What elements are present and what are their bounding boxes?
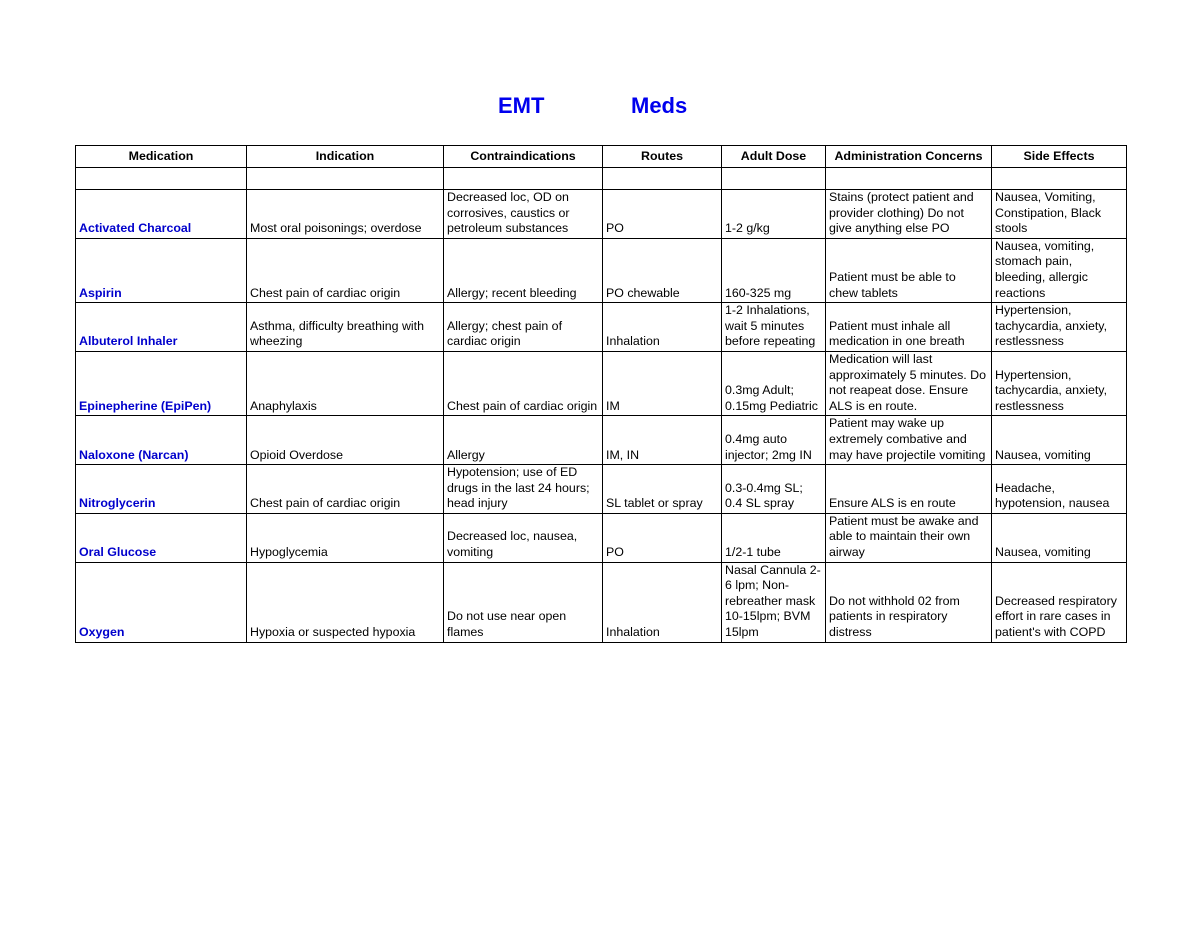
- routes-cell: PO chewable: [603, 238, 722, 302]
- contraindications-cell: Decreased loc, nausea, vomiting: [444, 513, 603, 562]
- dose-cell: 1-2 Inhalations, wait 5 minutes before repeating: [722, 303, 826, 352]
- page-title: [0, 93, 1200, 123]
- concerns-cell: Do not withhold 02 from patients in respiratory distress: [826, 562, 992, 642]
- side-effects-cell: Nausea, vomiting: [992, 513, 1127, 562]
- routes-cell: IM: [603, 351, 722, 415]
- table-row: [76, 238, 1127, 302]
- routes-cell: PO: [603, 190, 722, 239]
- empty-cell: [247, 168, 444, 190]
- concerns-cell: Patient must be able to chew tablets: [826, 238, 992, 302]
- routes-cell: Inhalation: [603, 562, 722, 642]
- medication-name: Albuterol Inhaler: [76, 303, 247, 352]
- dose-cell: 1/2-1 tube: [722, 513, 826, 562]
- empty-cell: [444, 168, 603, 190]
- contraindications-cell: Hypotension; use of ED drugs in the last 24 hours; head injury: [444, 465, 603, 514]
- indication-cell: Anaphylaxis: [247, 351, 444, 415]
- empty-cell: [826, 168, 992, 190]
- col-header-routes: Routes: [603, 146, 722, 168]
- side-effects-cell: Nausea, vomiting, stomach pain, bleeding, allergic reactions: [992, 238, 1127, 302]
- concerns-cell: Patient must be awake and able to maintain their own airway: [826, 513, 992, 562]
- table-row: [76, 416, 1127, 465]
- medication-name: Epinepherine (EpiPen): [76, 351, 247, 415]
- medication-name: Aspirin: [76, 238, 247, 302]
- table-row: [76, 303, 1127, 352]
- title-meds: Meds: [631, 93, 688, 118]
- col-header-administration-concerns: Administration Concerns: [826, 146, 992, 168]
- concerns-cell: Ensure ALS is en route: [826, 465, 992, 514]
- dose-cell: 1-2 g/kg: [722, 190, 826, 239]
- col-header-contraindications: Contraindications: [444, 146, 603, 168]
- empty-cell: [603, 168, 722, 190]
- indication-cell: Most oral poisonings; overdose: [247, 190, 444, 239]
- empty-cell: [722, 168, 826, 190]
- table-row: [76, 190, 1127, 239]
- header-row: [76, 146, 1127, 168]
- dose-cell: Nasal Cannula 2-6 lpm; Non-rebreather mask 10-15lpm; BVM 15lpm: [722, 562, 826, 642]
- empty-cell: [992, 168, 1127, 190]
- contraindications-cell: Do not use near open flames: [444, 562, 603, 642]
- side-effects-cell: Nausea, vomiting: [992, 416, 1127, 465]
- routes-cell: SL tablet or spray: [603, 465, 722, 514]
- indication-cell: Asthma, difficulty breathing with wheezing: [247, 303, 444, 352]
- dose-cell: 0.3-0.4mg SL; 0.4 SL spray: [722, 465, 826, 514]
- concerns-cell: Stains (protect patient and provider clothing) Do not give anything else PO: [826, 190, 992, 239]
- table-row: [76, 513, 1127, 562]
- side-effects-cell: Nausea, Vomiting, Constipation, Black stools: [992, 190, 1127, 239]
- routes-cell: PO: [603, 513, 722, 562]
- medication-name: Activated Charcoal: [76, 190, 247, 239]
- table-row: [76, 465, 1127, 514]
- concerns-cell: Patient must inhale all medication in one breath: [826, 303, 992, 352]
- routes-cell: Inhalation: [603, 303, 722, 352]
- medication-name: Oxygen: [76, 562, 247, 642]
- side-effects-cell: Decreased respiratory effort in rare cases in patient's with COPD: [992, 562, 1127, 642]
- contraindications-cell: Allergy; chest pain of cardiac origin: [444, 303, 603, 352]
- indication-cell: Opioid Overdose: [247, 416, 444, 465]
- col-header-side-effects: Side Effects: [992, 146, 1127, 168]
- table-row: [76, 351, 1127, 415]
- contraindications-cell: Decreased loc, OD on corrosives, caustics or petroleum substances: [444, 190, 603, 239]
- col-header-adult-dose: Adult Dose: [722, 146, 826, 168]
- indication-cell: Chest pain of cardiac origin: [247, 238, 444, 302]
- medication-name: Naloxone (Narcan): [76, 416, 247, 465]
- dose-cell: 0.4mg auto injector; 2mg IN: [722, 416, 826, 465]
- table-row: [76, 562, 1127, 642]
- meds-table: [75, 145, 1127, 643]
- col-header-medication: Medication: [76, 146, 247, 168]
- contraindications-cell: Chest pain of cardiac origin: [444, 351, 603, 415]
- routes-cell: IM, IN: [603, 416, 722, 465]
- concerns-cell: Patient may wake up extremely combative and may have projectile vomiting: [826, 416, 992, 465]
- indication-cell: Hypoxia or suspected hypoxia: [247, 562, 444, 642]
- indication-cell: Chest pain of cardiac origin: [247, 465, 444, 514]
- dose-cell: 0.3mg Adult; 0.15mg Pediatric: [722, 351, 826, 415]
- side-effects-cell: Headache, hypotension, nausea: [992, 465, 1127, 514]
- contraindications-cell: Allergy; recent bleeding: [444, 238, 603, 302]
- title-emt: EMT: [498, 93, 545, 118]
- side-effects-cell: Hypertension, tachycardia, anxiety, restlessness: [992, 351, 1127, 415]
- contraindications-cell: Allergy: [444, 416, 603, 465]
- concerns-cell: Medication will last approximately 5 minutes. Do not reapeat dose. Ensure ALS is en route.: [826, 351, 992, 415]
- medication-name: Nitroglycerin: [76, 465, 247, 514]
- empty-row: [76, 168, 1127, 190]
- col-header-indication: Indication: [247, 146, 444, 168]
- medication-name: Oral Glucose: [76, 513, 247, 562]
- indication-cell: Hypoglycemia: [247, 513, 444, 562]
- empty-cell: [76, 168, 247, 190]
- dose-cell: 160-325 mg: [722, 238, 826, 302]
- side-effects-cell: Hypertension, tachycardia, anxiety, restlessness: [992, 303, 1127, 352]
